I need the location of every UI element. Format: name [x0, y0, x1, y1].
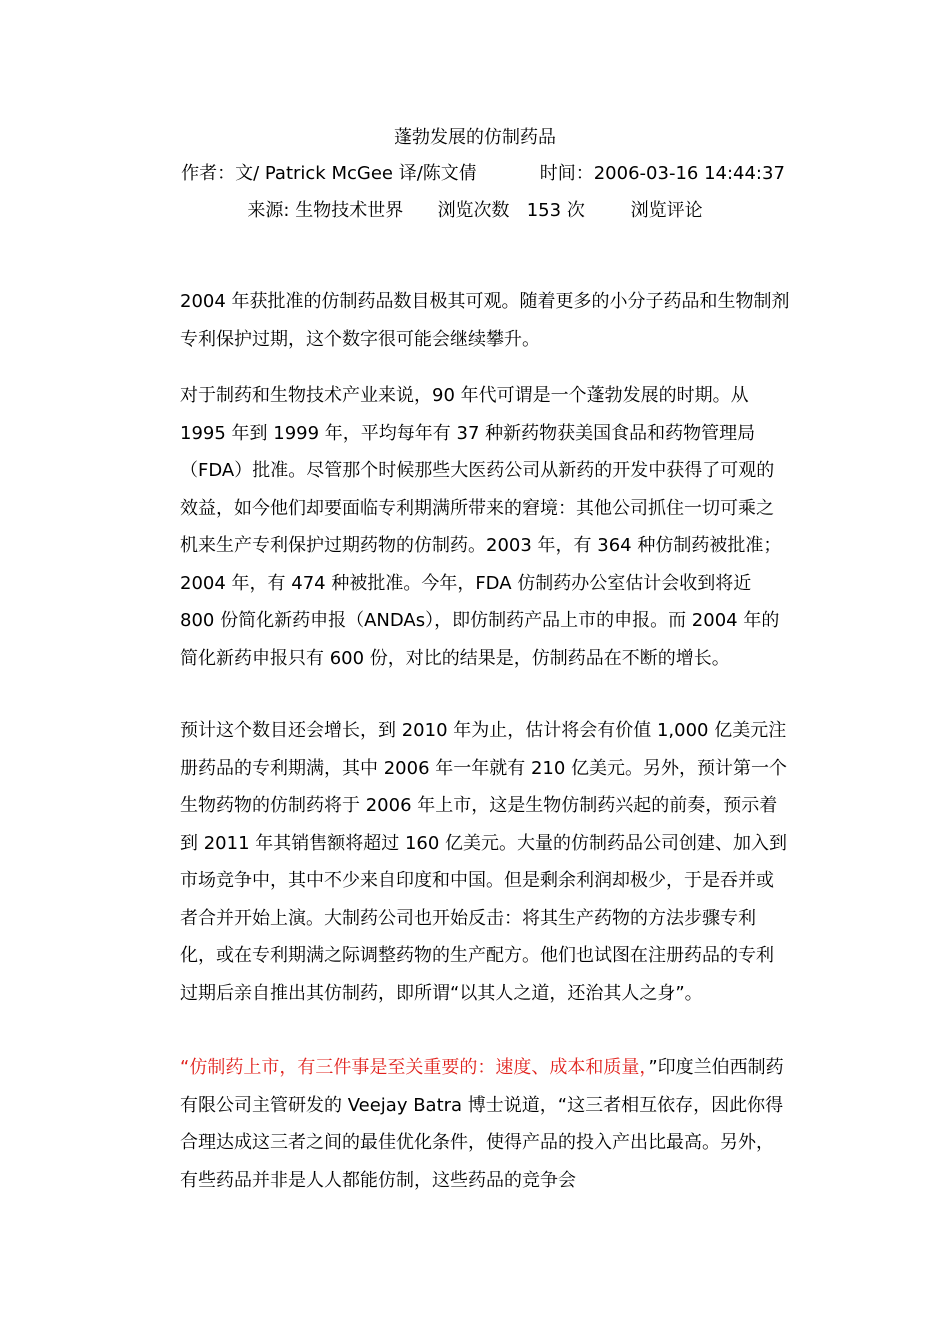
views-count: 153 次 — [526, 200, 585, 221]
time-label: 时间： — [539, 163, 594, 184]
article-meta-line-2 — [0, 197, 950, 225]
source-name: 生物技术世界 — [295, 200, 404, 221]
quote-attribution: ”印度兰伯西制药有限公司主管研发的 Veejay Batra 博士说道，“这三者相互依存，因此你得合理达成这三者之间的最佳优化条件，使得产品的投入产出比最高。另外，有些药品并非是人人都能仿制，这些药品的竞争会 — [180, 1057, 784, 1191]
article-paragraph-2: 对于制药和生物技术产业来说，90 年代可谓是一个蓬勃发展的时期。从 1995 年到 1999 年，平均每年有 37 种新药物获美国食品和药物管理局（FDA）批准。尽管那个时候那些大医药公司从新药的开发中获得了可观的效益，如今他们却要面临专利期满所带来的窘境：其他公司抓住一切可乘之机来生产专利保护过期药物的仿制药。2003 年，有 364 种仿制药被批准；2004 年，有 474 种被批准。今年，FDA 仿制药办公室估计会收到将近 800 份简化新药申报（ANDAs），即仿制药产品上市的申报。而 2004 年的简化新药申报只有 600 份，对比的结果是，仿制药品在不断的增长。 — [180, 385, 782, 669]
publish-time: 2006-03-16 14:44:37 — [593, 163, 785, 184]
article-title: 蓬勃发展的仿制药品 — [394, 127, 556, 148]
article-paragraph-4 — [180, 1049, 790, 1199]
author-label: 作者： — [181, 163, 236, 184]
article-paragraph-1: 2004 年获批准的仿制药品数目极其可观。随着更多的小分子药品和生物制剂专利保护过期，这个数字很可能会继续攀升。 — [180, 291, 790, 350]
author-name: 文/ Patrick McGee 译/陈文倩 — [235, 163, 477, 184]
open-quote: “ — [180, 1057, 190, 1078]
view-comments-link[interactable]: 浏览评论 — [630, 200, 703, 221]
source-label: 来源: — [247, 200, 290, 221]
highlighted-quote: 仿制药上市，有三件事是至关重要的：速度、成本和质量， — [189, 1057, 649, 1078]
views-label: 浏览次数 — [437, 200, 510, 221]
article-meta-line-1 — [8, 160, 950, 188]
article-paragraph-3: 预计这个数目还会增长，到 2010 年为止，估计将会有价值 1,000 亿美元注册药品的专利期满，其中 2006 年一年就有 210 亿美元。另外，预计第一个生物药物的仿制药将于 2006 年上市，这是生物仿制药兴起的前奏，预示着到 2011 年其销售额将超过 160 亿美元。大量的仿制药品公司创建、加入到市场竞争中，其中不少来自印度和中国。但是剩余利润却极少，于是吞并或者合并开始上演。大制药公司也开始反击：将其生产药物的方法步骤专利化，或在专利期满之际调整药物的生产配方。他们也试图在注册药品的专利过期后亲自推出其仿制药，即所谓“以其人之道，还治其人之身”。 — [180, 720, 788, 1004]
